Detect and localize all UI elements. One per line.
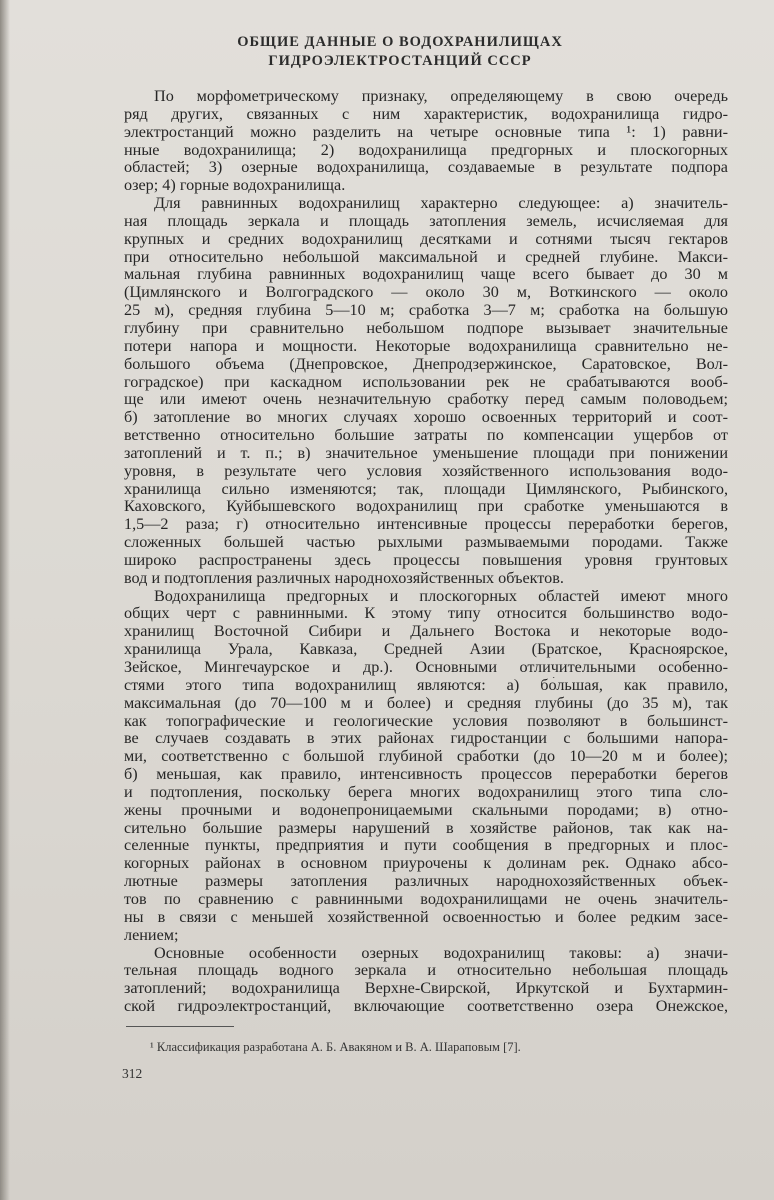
page-edge-shadow: [0, 0, 10, 1200]
text-line: электростанций можно разделить на четыре основные типа ¹: 1) равни-: [124, 123, 728, 141]
text-line: лютные размеры затопления различных народнохозяйственных объек-: [124, 873, 728, 891]
text-line: ской гидроэлектростанций, включающие соответственно озера Онежское,: [124, 998, 728, 1016]
footnote-rule: [126, 1026, 234, 1027]
text-line: областей; 3) озерные водохранилища, создаваемые в результате подпора: [124, 159, 728, 177]
text-line: 1,5—2 раза; г) относительно интенсивные процессы переработки берегов,: [124, 516, 728, 534]
text-line: уровня, в результате чего условия хозяйственного использования водо-: [124, 462, 728, 480]
text-line: ряд других, связанных с ним характеристик, водохранилища гидро-: [124, 105, 728, 123]
text-line: Основные особенности озерных водохранилищ таковы: а) значи-: [154, 944, 728, 962]
text-line: вод и подтопления различных народнохозяйственных объектов.: [124, 569, 564, 587]
text-line: лением;: [124, 926, 179, 944]
text-line: б) меньшая, как правило, интенсивность процессов переработки берегов: [124, 766, 728, 784]
text-line: жены прочными и водонепроницаемыми скальными породами; в) отно-: [124, 801, 728, 819]
text-line: при относительно небольшой максимальной и средней глубине. Макси-: [124, 248, 728, 266]
text-line: мальная глубина равнинных водохранилищ чаще всего бывает до 30 м: [124, 266, 728, 284]
text-line: сительно большие размеры нарушений в хозяйстве районов, так как на-: [124, 819, 728, 837]
text-line: как топографические и геологические условия позволяют в большинст-: [124, 712, 728, 730]
footnote: ¹ Классификация разработана А. Б. Авакяном и В. А. Шараповым [7].: [150, 1040, 521, 1054]
text-line: потери напора и мощности. Некоторые водохранилища сравнительно не-: [124, 337, 728, 355]
text-line: широко распространены здесь процессы повышения уровня грунтовых: [124, 551, 728, 569]
text-line: хранилищ Восточной Сибири и Дальнего Востока и некоторые водо-: [124, 623, 728, 641]
text-line: хранилища Урала, Кавказа, Средней Азии (Братское, Красноярское,: [124, 641, 728, 659]
text-line: селенные пункты, предприятия и пути сообщения в предгорных и плос-: [124, 837, 728, 855]
text-line: максимальная (до 70—100 м и более) и средняя глубины (до 35 м), так: [124, 694, 728, 712]
text-line: ве случаев создавать в этих районах гидростанции с большими напора-: [124, 730, 728, 748]
text-line: б) затопление во многих случаях хорошо освоенных территорий и соот-: [124, 409, 728, 427]
text-line: тельная площадь водного зеркала и относительно небольшая площадь: [124, 962, 728, 980]
text-line: (Цимлянского и Волгоградского — около 30 м, Воткинского — около: [124, 284, 728, 302]
text-line: общих черт с равнинными. К этому типу относится большинство водо-: [124, 605, 728, 623]
text-line: ны в связи с меньшей хозяйственной освоенностью и более редким засе-: [124, 908, 728, 926]
text-line: ми, соответственно с большой глубиной сработки (до 10—20 м и более);: [124, 748, 728, 766]
text-line: стями этого типа водохранилищ являются: а) бо́льшая, как правило,: [124, 676, 728, 694]
text-line: Каховского, Куйбышевского водохранилищ при сработке уменьшаются в: [124, 498, 728, 516]
text-line: ще или имеют очень незначительную сработку перед самым половодьем;: [124, 391, 728, 409]
text-line: По морфометрическому признаку, определяющему в свою очередь: [154, 88, 728, 105]
text-line: тов по сравнению с равнинными водохранилищами не очень значитель-: [124, 890, 728, 908]
text-line: гоградское) при каскадном использовании рек не срабатываются вооб-: [124, 373, 728, 391]
text-line: и подтопления, поскольку берега многих водохранилищ этого типа сло-: [124, 783, 728, 801]
page-title-line-2: ГИДРОЭЛЕКТРОСТАНЦИЙ СССР: [268, 53, 532, 69]
text-line: затоплений и т. п.; в) значительное уменьшение площади при понижении: [124, 444, 728, 462]
text-line: ная площадь зеркала и площадь затопления земель, исчисляемая для: [124, 212, 728, 230]
text-line: Зейское, Мингечаурское и др.). Основными отличительными особенно-: [124, 659, 728, 676]
text-line: хранилища сильно изменяются; так, площади Цимлянского, Рыбинского,: [124, 480, 728, 498]
text-line: озер; 4) горные водохранилища.: [124, 177, 346, 195]
text-line: ветственно относительно большие затраты по компенсации ущербов от: [124, 427, 728, 445]
page-number: 312: [122, 1066, 143, 1081]
text-line: крупных и средних водохранилищ десятками и сотнями тысяч гектаров: [124, 230, 728, 248]
text-line: затоплений; водохранилища Верхне-Свирской, Иркутской и Бухтармин-: [124, 980, 728, 998]
text-line: когорных районах в основном приурочены к долинам рек. Однако абсо-: [124, 855, 728, 873]
text-line: сложенных большей частью рыхлыми размываемыми породами. Также: [124, 534, 728, 552]
text-line: нные водохранилища; 2) водохранилища предгорных и плоскогорных: [124, 141, 728, 159]
text-line: большого объема (Днепровское, Днепродзержинское, Саратовское, Вол-: [124, 355, 728, 373]
page-title-line-1: ОБЩИЕ ДАННЫЕ О ВОДОХРАНИЛИЩАХ: [237, 34, 563, 50]
text-line: Водохранилища предгорных и плоскогорных областей имеют много: [154, 587, 728, 605]
text-line: Для равнинных водохранилищ характерно следующее: а) значитель-: [154, 195, 728, 213]
text-line: 25 м), средняя глубина 5—10 м; сработка 3—7 м; сработка на большую: [124, 302, 728, 320]
text-line: глубину при сравнительно небольшом подпоре вызывает значительные: [124, 319, 728, 337]
body-text: [124, 88, 728, 1016]
